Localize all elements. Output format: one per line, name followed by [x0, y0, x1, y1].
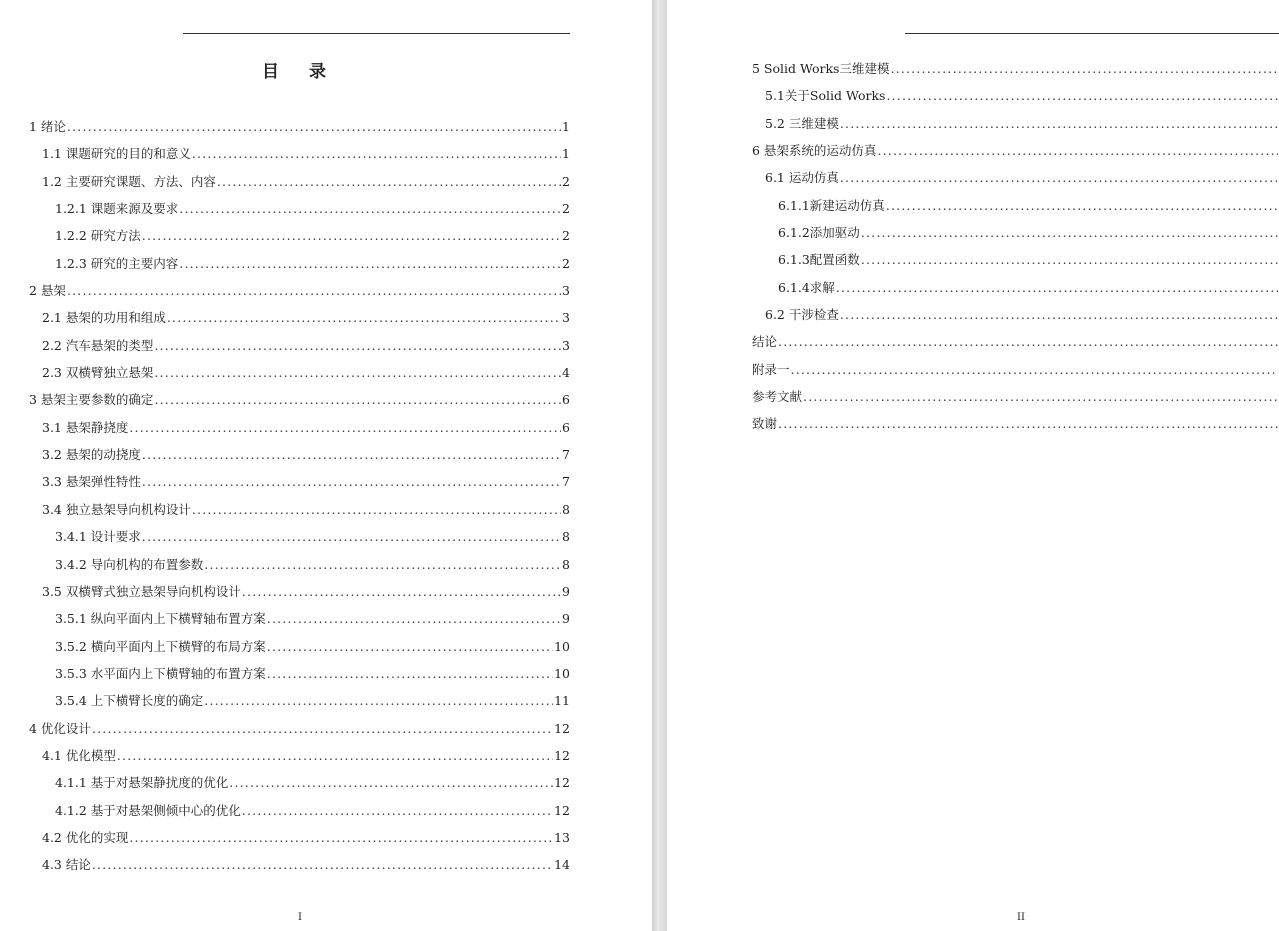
toc-entry-label: 6.1 运动仿真: [765, 170, 839, 186]
toc-entry-label: 6.1.4求解: [778, 279, 835, 295]
toc-dot-leader: [267, 605, 561, 632]
toc-entry[interactable]: [667, 410, 1279, 437]
toc-entry[interactable]: [0, 851, 570, 878]
toc-entry-page: 8: [562, 529, 570, 545]
toc-entry[interactable]: [0, 824, 570, 851]
right-page: [667, 0, 1279, 931]
toc-entry-page: 12: [554, 720, 570, 736]
toc-dot-leader: [154, 386, 561, 413]
toc-entry[interactable]: [667, 110, 1279, 137]
toc-entry-label: 结论: [752, 334, 778, 350]
toc-dot-leader: [267, 660, 553, 687]
header-rule: [183, 33, 570, 34]
toc-entry[interactable]: [667, 301, 1279, 328]
toc-dot-leader: [840, 110, 1278, 137]
toc-entry-page: 1: [562, 119, 570, 134]
toc-entry[interactable]: [0, 523, 570, 550]
toc-entry[interactable]: [0, 386, 570, 413]
toc-dot-leader: [92, 851, 553, 878]
toc-list-left: [0, 113, 570, 879]
toc-entry[interactable]: [667, 328, 1279, 355]
toc-title: 目 录: [262, 62, 338, 82]
toc-entry[interactable]: [667, 192, 1279, 219]
toc-entry-label: 5.2 三维建模: [765, 115, 839, 131]
page-gutter: [652, 0, 667, 931]
toc-entry-label: 6.2 干涉检查: [765, 307, 839, 323]
toc-dot-leader: [840, 301, 1278, 328]
toc-entry-page: 9: [562, 611, 570, 627]
toc-dot-leader: [229, 769, 553, 796]
toc-entry[interactable]: [667, 356, 1279, 383]
toc-entry-page: 2: [562, 173, 570, 189]
toc-entry[interactable]: [0, 551, 570, 578]
toc-entry[interactable]: [0, 715, 570, 742]
toc-entry-label: 4 优化设计: [29, 720, 91, 736]
toc-entry-page: 11: [554, 693, 570, 709]
toc-dot-leader: [242, 797, 553, 824]
toc-entry[interactable]: [0, 441, 570, 468]
toc-entry[interactable]: [0, 359, 570, 386]
toc-entry-label: 6 悬架系统的运动仿真: [752, 143, 877, 159]
toc-dot-leader: [886, 192, 1278, 219]
toc-dot-leader: [803, 383, 1278, 410]
toc-entry[interactable]: [0, 222, 570, 249]
page-number: II: [1017, 912, 1025, 923]
toc-entry[interactable]: [0, 769, 570, 796]
toc-entry-label: 1.2.3 研究的主要内容: [55, 255, 179, 271]
toc-dot-leader: [791, 356, 1278, 383]
toc-entry-page: 7: [562, 474, 570, 490]
header-rule: [905, 33, 1279, 34]
toc-entry[interactable]: [667, 246, 1279, 273]
toc-dot-leader: [836, 274, 1278, 301]
toc-dot-leader: [179, 250, 561, 277]
toc-entry[interactable]: [0, 414, 570, 441]
toc-dot-leader: [778, 410, 1278, 437]
toc-dot-leader: [217, 168, 561, 195]
toc-entry-page: 12: [554, 802, 570, 818]
toc-entry[interactable]: [667, 219, 1279, 246]
toc-dot-leader: [778, 328, 1278, 355]
toc-entry-label: 参考文献: [752, 389, 803, 405]
toc-entry-label: 1.2 主要研究课题、方法、内容: [42, 173, 216, 189]
toc-entry-page: 6: [562, 419, 570, 435]
toc-entry-label: 3.1 悬架静挠度: [42, 419, 129, 435]
toc-entry[interactable]: [0, 113, 570, 140]
toc-entry-label: 3.5.3 水平面内上下横臂轴的布置方案: [55, 665, 266, 681]
toc-entry-page: 4: [562, 365, 570, 381]
toc-dot-leader: [861, 219, 1278, 246]
toc-entry-label: 2 悬架: [29, 283, 66, 299]
toc-dot-leader: [67, 113, 561, 140]
toc-entry-label: 4.1.2 基于对悬架侧倾中心的优化: [55, 802, 241, 818]
toc-entry[interactable]: [667, 274, 1279, 301]
toc-entry-label: 3.4.2 导向机构的布置参数: [55, 556, 204, 572]
toc-entry-label: 3 悬架主要参数的确定: [29, 392, 154, 408]
toc-entry[interactable]: [0, 797, 570, 824]
toc-entry-page: 10: [554, 638, 570, 654]
toc-entry-page: 2: [562, 255, 570, 271]
toc-entry[interactable]: [667, 164, 1279, 191]
toc-entry-page: 9: [562, 583, 570, 599]
toc-dot-leader: [890, 55, 1278, 82]
toc-entry-label: 1.2.1 课题来源及要求: [55, 201, 179, 217]
toc-dot-leader: [179, 195, 561, 222]
toc-entry-label: 1.2.2 研究方法: [55, 228, 141, 244]
toc-dot-leader: [129, 414, 561, 441]
toc-entry[interactable]: [667, 55, 1279, 82]
toc-entry[interactable]: [0, 195, 570, 222]
toc-dot-leader: [861, 246, 1278, 273]
toc-entry-label: 2.3 双横臂独立悬架: [42, 365, 154, 381]
toc-entry-page: 8: [562, 556, 570, 572]
toc-entry[interactable]: [0, 496, 570, 523]
toc-entry-label: 2.1 悬架的功用和组成: [42, 310, 166, 326]
toc-entry-page: 14: [554, 857, 570, 873]
toc-entry-label: 6.1.3配置函数: [778, 252, 860, 268]
toc-entry-label: 5.1关于Solid Works: [765, 88, 886, 104]
toc-dot-leader: [192, 496, 561, 523]
toc-dot-leader: [886, 82, 1278, 109]
toc-entry-label: 致谢: [752, 416, 778, 432]
toc-entry-label: 1 绪论: [29, 119, 66, 134]
toc-dot-leader: [154, 359, 561, 386]
toc-entry-page: 3: [562, 337, 570, 353]
toc-entry[interactable]: [0, 168, 570, 195]
toc-entry-label: 4.2 优化的实现: [42, 829, 129, 845]
toc-dot-leader: [142, 441, 561, 468]
toc-dot-leader: [192, 140, 561, 167]
toc-entry-label: 3.5.4 上下横臂长度的确定: [55, 693, 204, 709]
page-number: I: [298, 912, 302, 923]
toc-entry-label: 6.1.1新建运动仿真: [778, 197, 885, 213]
toc-entry[interactable]: [667, 383, 1279, 410]
toc-entry[interactable]: [0, 468, 570, 495]
toc-entry-page: 12: [554, 775, 570, 791]
toc-dot-leader: [242, 578, 561, 605]
toc-entry-label: 3.2 悬架的动挠度: [42, 447, 141, 463]
toc-entry[interactable]: [0, 687, 570, 714]
toc-entry-label: 附录一: [752, 361, 790, 377]
toc-dot-leader: [142, 523, 561, 550]
toc-entry-page: 12: [554, 747, 570, 763]
toc-entry[interactable]: [0, 250, 570, 277]
toc-entry-page: 6: [562, 392, 570, 408]
toc-dot-leader: [142, 468, 561, 495]
toc-dot-leader: [142, 222, 561, 249]
toc-dot-leader: [117, 742, 553, 769]
toc-dot-leader: [204, 551, 561, 578]
toc-entry[interactable]: [0, 332, 570, 359]
toc-dot-leader: [840, 164, 1278, 191]
toc-dot-leader: [129, 824, 553, 851]
toc-dot-leader: [877, 137, 1278, 164]
toc-entry-page: 7: [562, 447, 570, 463]
toc-entry-label: 3.5.2 横向平面内上下横臂的布局方案: [55, 638, 266, 654]
toc-entry-label: 3.5.1 纵向平面内上下横臂轴布置方案: [55, 611, 266, 627]
toc-entry-page: 3: [562, 310, 570, 326]
toc-entry-label: 3.4.1 设计要求: [55, 529, 141, 545]
toc-entry-label: 3.3 悬架弹性特性: [42, 474, 141, 490]
toc-entry-page: 13: [554, 829, 570, 845]
toc-entry-label: 2.2 汽车悬架的类型: [42, 337, 154, 353]
toc-entry[interactable]: [0, 140, 570, 167]
toc-dot-leader: [67, 277, 561, 304]
toc-entry[interactable]: [0, 660, 570, 687]
toc-entry[interactable]: [0, 277, 570, 304]
toc-dot-leader: [154, 332, 561, 359]
toc-entry[interactable]: [0, 633, 570, 660]
toc-entry-label: 5 Solid Works三维建模: [752, 61, 890, 76]
toc-entry-page: 2: [562, 201, 570, 217]
toc-dot-leader: [267, 633, 553, 660]
toc-entry[interactable]: [0, 578, 570, 605]
toc-entry-page: 2: [562, 228, 570, 244]
toc-entry-page: 1: [562, 146, 570, 162]
toc-entry-page: 8: [562, 501, 570, 517]
toc-entry-page: 10: [554, 665, 570, 681]
toc-entry[interactable]: [0, 605, 570, 632]
toc-entry-label: 6.1.2添加驱动: [778, 225, 860, 241]
toc-list-right: [667, 55, 1279, 438]
toc-dot-leader: [92, 715, 553, 742]
toc-entry[interactable]: [0, 742, 570, 769]
toc-entry[interactable]: [0, 304, 570, 331]
toc-entry-label: 4.3 结论: [42, 857, 91, 873]
toc-entry-label: 4.1 优化模型: [42, 747, 116, 763]
toc-entry-label: 3.4 独立悬架导向机构设计: [42, 501, 191, 517]
toc-entry-label: 1.1 课题研究的目的和意义: [42, 146, 191, 162]
toc-entry-label: 4.1.1 基于对悬架静扰度的优化: [55, 775, 229, 791]
toc-entry-label: 3.5 双横臂式独立悬架导向机构设计: [42, 583, 241, 599]
toc-entry-page: 3: [562, 283, 570, 299]
toc-entry[interactable]: [667, 82, 1279, 109]
toc-entry[interactable]: [667, 137, 1279, 164]
toc-dot-leader: [167, 304, 561, 331]
toc-dot-leader: [204, 687, 553, 714]
